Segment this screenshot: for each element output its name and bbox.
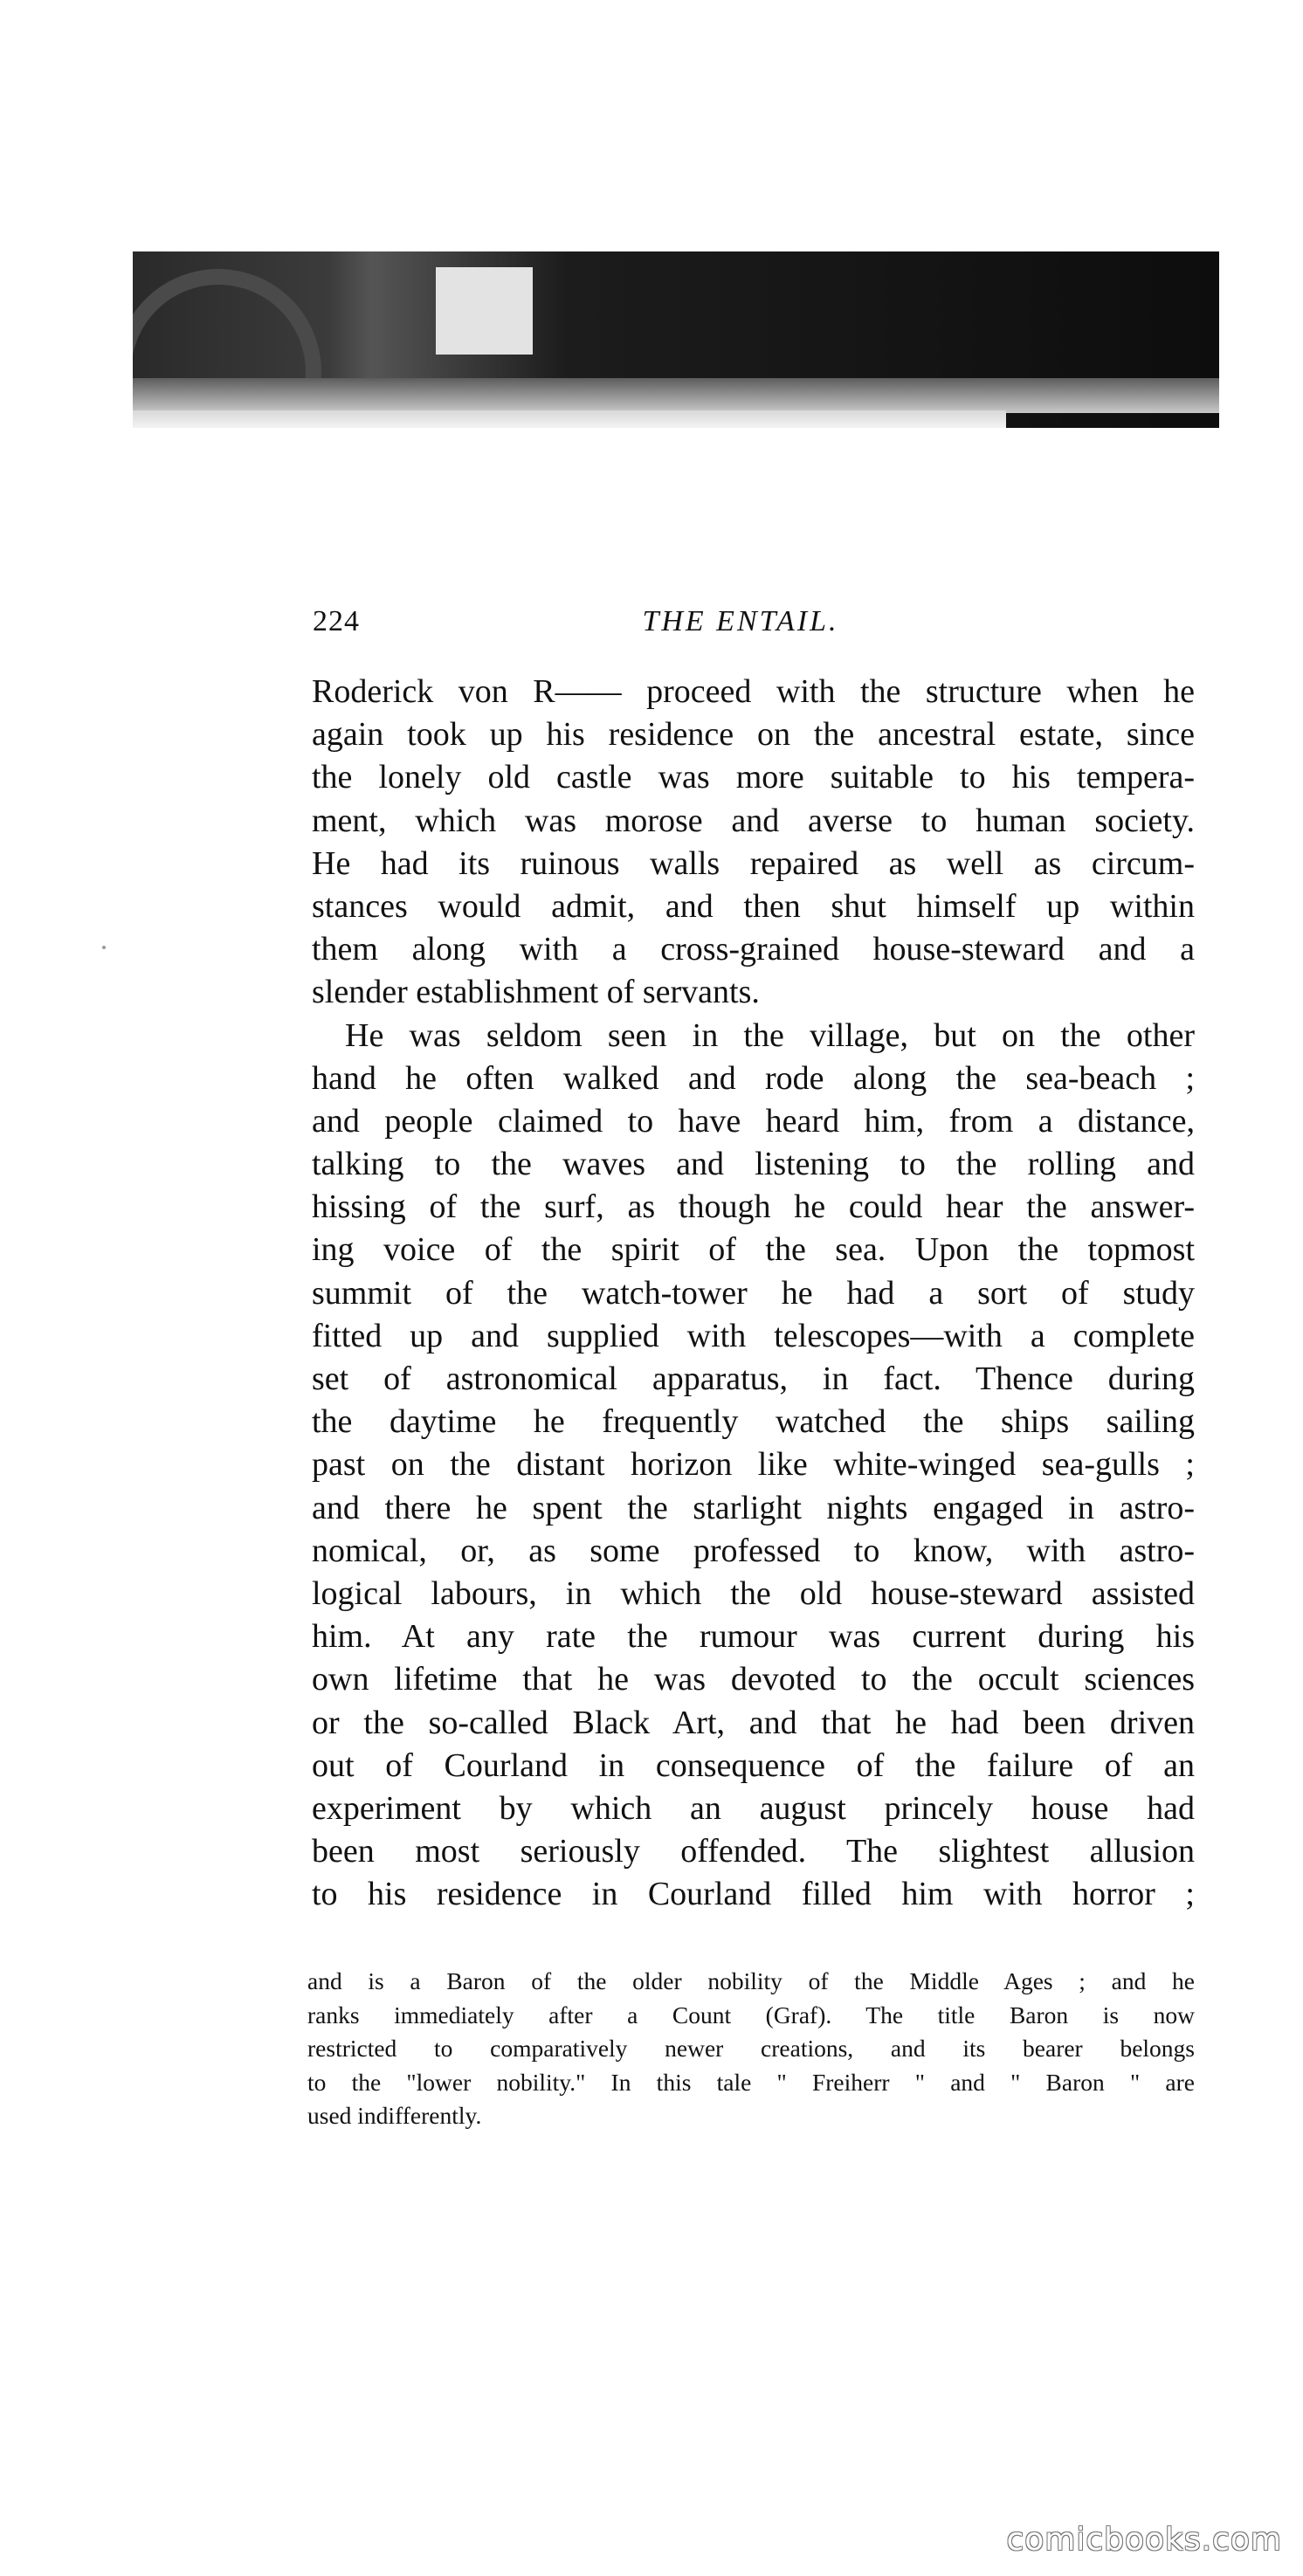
text-line: him. At any rate the rumour was current during his [312,1618,1195,1656]
text-line: He was seldom seen in the village, but on the other [345,1016,1195,1054]
footnote-line: to the "lower nobility." In this tale " Freiherr " and " Baron " are [307,2068,1195,2096]
floor-edge [133,410,1006,428]
text-line: and people claimed to have heard him, from a distance, [312,1102,1195,1140]
text-line: again took up his residence on the ancestral estate, since [312,716,1195,754]
running-title: THE ENTAIL. [642,605,839,637]
running-head [313,605,1151,647]
text-line: hissing of the surf, as though he could hear the answer- [312,1188,1195,1226]
text-line: fitted up and supplied with telescopes—with a complete [312,1317,1195,1354]
text-line: past on the distant horizon like white-winged sea-gulls ; [312,1446,1195,1484]
text-line: the lonely old castle was more suitable to his tempera- [312,759,1195,796]
watermark: comicbooks.com [1006,2522,1282,2558]
text-line: hand he often walked and rode along the sea-beach ; [312,1059,1195,1097]
text-line: slender establishment of servants. [312,974,760,1011]
text-line: to his residence in Courland filled him with horror ; [312,1876,1195,1913]
light-window [436,267,533,355]
margin-speck [102,946,106,949]
text-line: them along with a cross-grained house-steward and a [312,931,1195,968]
text-line: set of astronomical apparatus, in fact. Thence during [312,1360,1195,1397]
scanned-header-image [133,251,1219,428]
footnote-line: ranks immediately after a Count (Graf). The title Baron is now [307,2001,1195,2028]
text-line: been most seriously offended. The slightest allusion [312,1833,1195,1870]
text-line: stances would admit, and then shut himself up within [312,887,1195,925]
footnote-line: used indifferently. [307,2102,482,2129]
footnote [307,1965,1195,2133]
text-line: the daytime he frequently watched the ships sailing [312,1403,1195,1441]
body-text [312,671,1195,1916]
text-line: ing voice of the spirit of the sea. Upon the topmost [312,1231,1195,1269]
text-line: talking to the waves and listening to the rolling and [312,1146,1195,1183]
text-line: and there he spent the starlight nights engaged in astro- [312,1489,1195,1526]
text-line: or the so-called Black Art, and that he had been driven [312,1704,1195,1741]
text-line: nomical, or, as some professed to know, with astro- [312,1532,1195,1569]
text-line: summit of the watch-tower he had a sort of study [312,1274,1195,1312]
text-line: ment, which was morose and averse to human society. [312,802,1195,839]
text-line: experiment by which an august princely house had [312,1789,1195,1827]
footnote-line: restricted to comparatively newer creations, and its bearer belongs [307,2035,1195,2062]
footnote-line: and is a Baron of the older nobility of the Middle Ages ; and he [307,1967,1195,1994]
text-line: logical labours, in which the old house-steward assisted [312,1574,1195,1612]
text-line: Roderick von R—— proceed with the structure when he [312,673,1195,710]
stone-ledge [133,378,1219,413]
text-line: own lifetime that he was devoted to the occult sciences [312,1661,1195,1698]
page-number: 224 [313,605,360,637]
text-line: out of Courland in consequence of the failure of an [312,1746,1195,1784]
text-line: He had its ruinous walls repaired as well as circum- [312,844,1195,882]
